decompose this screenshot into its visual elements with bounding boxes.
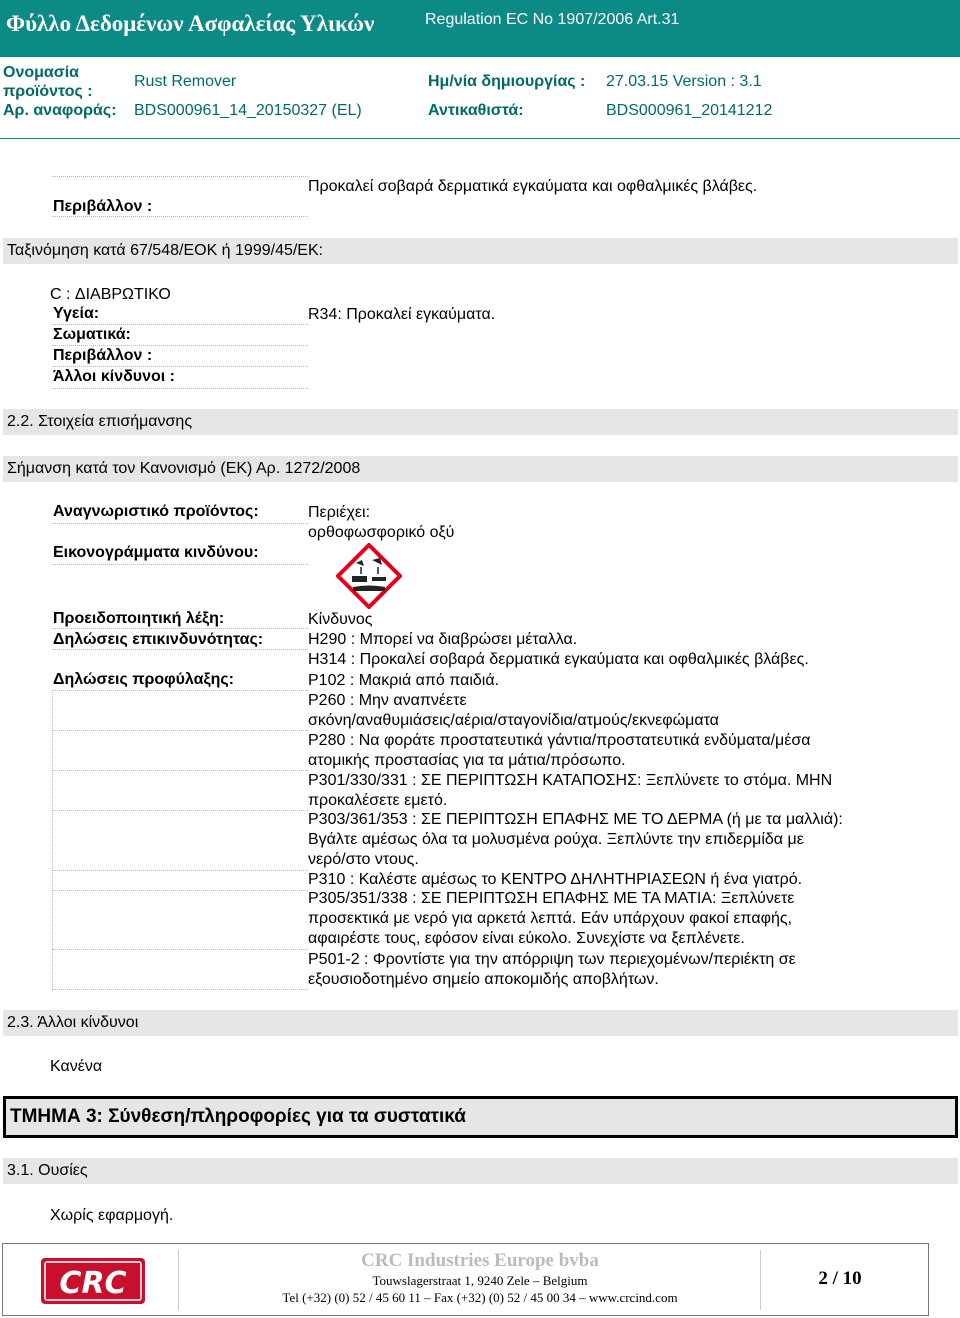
precaution-line: σκόνη/αναθυμιάσεις/αέρια/σταγονίδια/ατμούς/εκνεφώματα	[308, 712, 719, 729]
substances-heading: 3.1. Ουσίες	[3, 1158, 958, 1184]
env-value: Προκαλεί σοβαρά δερματικά εγκαύματα και οφθαλμικές βλάβες.	[308, 178, 758, 195]
regulation-reference: Regulation EC No 1907/2006 Art.31	[425, 11, 680, 28]
hazard-statement: H290 : Μπορεί να διαβρώσει μέταλλα.	[308, 631, 578, 648]
company-address: Touwslagerstraat 1, 9240 Zele – Belgium	[372, 1273, 588, 1288]
divider	[52, 989, 308, 990]
divider	[52, 366, 308, 367]
product-name-label-2: προϊόντος :	[3, 83, 93, 100]
header-divider	[0, 138, 960, 139]
physical-label: Σωματικά:	[53, 326, 131, 343]
product-id-label: Αναγνωριστικό προϊόντος:	[53, 503, 259, 520]
logo-text: CRC	[59, 1266, 127, 1301]
precaution-line: P102 : Μακριά από παιδιά.	[308, 672, 500, 689]
product-name: Rust Remover	[134, 73, 237, 90]
product-name-label-1: Ονομασία	[3, 64, 79, 81]
precaution-line: P310 : Καλέστε αμέσως το ΚΕΝΤΡΟ ΔΗΛΗΤΗΡΙΑΣΕΩΝ ή ένα γιατρό.	[308, 871, 803, 888]
divider	[52, 523, 308, 524]
divider	[52, 690, 53, 989]
signal-word: Κίνδυνος	[308, 611, 373, 628]
precaution-line: προσεκτικά με νερό για αρκετά λεπτά. Εάν υπάρχουν φακοί επαφής,	[308, 910, 793, 927]
precaution-statements-label: Δηλώσεις προφύλαξης:	[53, 671, 235, 688]
divider	[52, 564, 308, 565]
substances-value: Χωρίς εφαρμογή.	[50, 1207, 174, 1224]
contains-value: ορθοφωσφορικό οξύ	[308, 524, 455, 541]
divider	[52, 690, 308, 691]
contains-label: Περιέχει:	[308, 504, 371, 521]
health-label: Υγεία:	[53, 305, 100, 322]
crc-logo	[40, 1257, 146, 1305]
precaution-line: P301/330/331 : ΣΕ ΠΕΡΙΠΤΩΣΗ ΚΑΤΑΠΟΣΗΣ: Ξεπλύνετε το στόμα. ΜΗΝ	[308, 772, 833, 789]
divider	[52, 770, 308, 771]
divider	[52, 649, 308, 650]
other-hazards-label: Άλλοι κίνδυνοι :	[53, 368, 175, 385]
env-label: Περιβάλλον :	[53, 198, 153, 215]
precaution-line: P501-2 : Φροντίστε για την απόρριψη των περιεχομένων/περιέκτη σε	[308, 951, 796, 968]
precaution-line: P305/351/338 : ΣΕ ΠΕΡΙΠΤΩΣΗ ΕΠΑΦΗΣ ΜΕ ΤΑ ΜΑΤΙΑ: Ξεπλύνετε	[308, 890, 795, 907]
corrosion-pictogram-icon	[336, 543, 402, 609]
divider	[52, 810, 308, 811]
section3-title: ΤΜΗΜΑ 3: Σύνθεση/πληροφορίες για τα συστατικά	[10, 1106, 466, 1127]
company-contact: Tel (+32) (0) 52 / 45 60 11 – Fax (+32) (0) 52 / 45 00 34 – www.crcind.com	[282, 1290, 678, 1305]
creation-date: 27.03.15 Version : 3.1	[606, 73, 762, 90]
environment-label: Περιβάλλον :	[53, 347, 153, 364]
replaces-value: BDS000961_20141212	[606, 102, 773, 119]
divider	[52, 388, 308, 389]
precaution-line: Βγάλτε αμέσως όλα τα μολυσμένα ρούχα. Ξεπλύντε την επιδερμίδα με	[308, 831, 804, 848]
divider	[52, 628, 308, 629]
health-value: R34: Προκαλεί εγκαύματα.	[308, 306, 496, 323]
classification-heading: Ταξινόμηση κατά 67/548/ΕΟΚ ή 1999/45/ΕΚ:	[3, 238, 958, 264]
hazard-statement: H314 : Προκαλεί σοβαρά δερματικά εγκαύματα και οφθαλμικές βλάβες.	[308, 651, 809, 668]
pictograms-label: Εικονογράμματα κινδύνου:	[53, 544, 259, 561]
precaution-line: εξουσιοδοτημένο σημείο αποκομιδής αποβλήτων.	[308, 971, 659, 988]
document-title: Φύλλο Δεδομένων Ασφαλείας Υλικών	[6, 11, 375, 36]
reference-number: BDS000961_14_20150327 (EL)	[134, 102, 362, 119]
footer-company-block	[230, 1250, 730, 1306]
page-number: 2 / 10	[818, 1268, 862, 1289]
other-hazards-value: Κανένα	[50, 1058, 103, 1075]
divider	[178, 1250, 179, 1310]
precaution-line: P280 : Να φοράτε προστατευτικά γάντια/προστατευτικά ενδύματα/μέσα	[308, 732, 811, 749]
classification-category: C : ΔΙΑΒΡΩΤΙΚΟ	[50, 286, 171, 303]
divider	[760, 1250, 761, 1310]
creation-date-label: Ημ/νία δημιουργίας :	[428, 73, 586, 90]
precaution-line: ατομικής προστασίας για τα μάτια/πρόσωπο.	[308, 752, 626, 769]
divider	[52, 730, 308, 731]
divider	[52, 324, 308, 325]
label-elements-heading: 2.2. Στοιχεία επισήμανσης	[3, 409, 958, 435]
replaces-label: Αντικαθιστά:	[428, 102, 524, 119]
divider	[52, 870, 308, 871]
precaution-line: προκαλέσετε εμετό.	[308, 792, 448, 809]
company-name: CRC Industries Europe bvba	[361, 1250, 599, 1271]
divider	[52, 345, 308, 346]
precaution-line: P303/361/353 : ΣΕ ΠΕΡΙΠΤΩΣΗ ΕΠΑΦΗΣ ΜΕ ΤΟ ΔΕΡΜΑ (ή με τα μαλλιά):	[308, 811, 843, 828]
other-hazards-heading: 2.3. Άλλοι κίνδυνοι	[3, 1010, 958, 1036]
divider	[52, 949, 308, 950]
divider	[52, 890, 308, 891]
precaution-line: P260 : Μην αναπνέετε	[308, 692, 467, 709]
regulation-heading: Σήμανση κατά τον Κανονισμό (ΕΚ) Αρ. 1272/2008	[3, 456, 958, 482]
precaution-line: νερό/στο ντους.	[308, 851, 419, 868]
reference-label: Αρ. αναφοράς:	[3, 102, 117, 119]
signal-word-label: Προειδοποιητική λέξη:	[53, 610, 225, 627]
precaution-line: αφαιρέστε τους, εφόσον είναι εύκολο. Συνεχίστε να ξεπλένετε.	[308, 930, 745, 947]
hazard-statements-label: Δηλώσεις επικινδυνότητας:	[53, 631, 264, 648]
